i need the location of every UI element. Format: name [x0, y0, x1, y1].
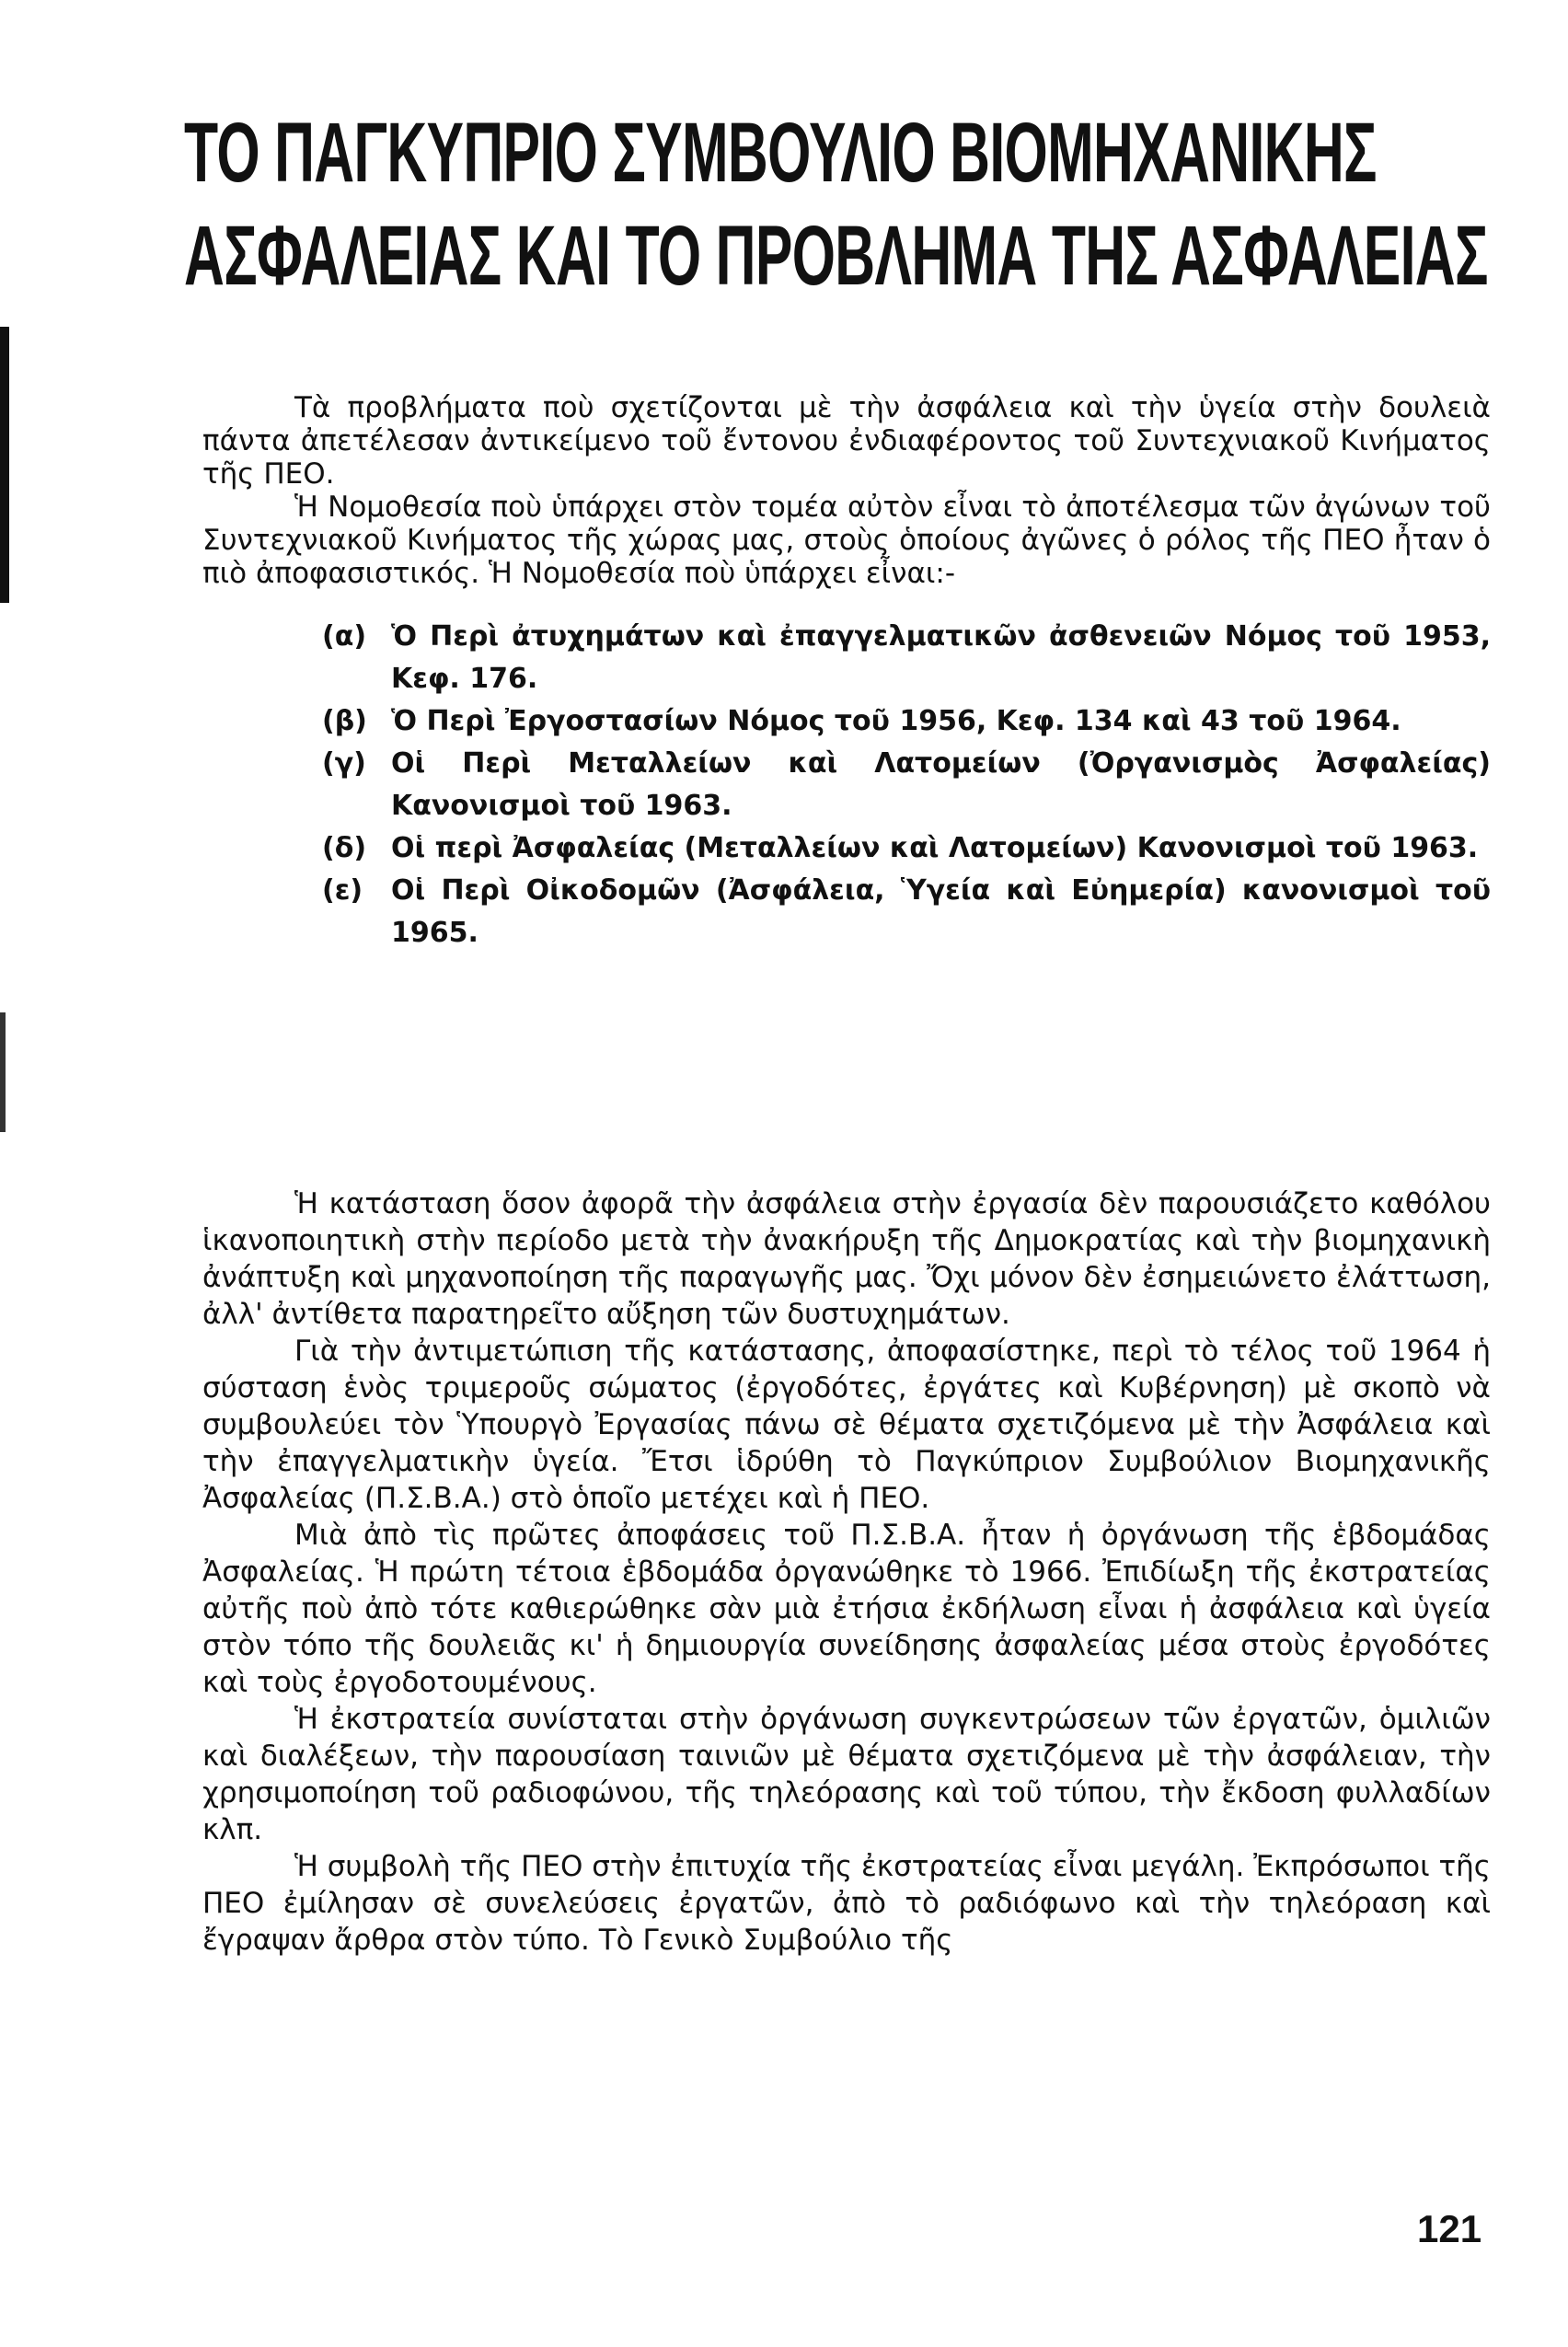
law-text: Ὁ Περὶ ἀτυχημάτων καὶ ἐπαγγελματικῶν ἀσθενειῶν Νόμος τοῦ 1953, Κεφ. 176.	[391, 620, 1491, 695]
list-item	[322, 827, 1491, 870]
intro-section	[202, 391, 1491, 991]
intro-paragraph-1: Τὰ προβλήματα ποὺ σχετίζονται μὲ τὴν ἀσφάλεια καὶ τὴν ὑγεία στὴν δουλειὰ πάντα ἀπετέλεσαν ἀντικείμενο τοῦ ἔντονου ἐνδιαφέροντος τοῦ Συντεχνιακοῦ Κινήματος τῆς ΠΕΟ.	[202, 391, 1491, 491]
body-paragraph-1: Ἡ κατάσταση ὅσον ἀφορᾶ τὴν ἀσφάλεια στὴν ἐργασία δὲν παρουσιάζετο καθόλου ἱκανοποιητικὴ στὴν περίοδο μετὰ τὴν ἀνακήρυξη τῆς Δημοκρατίας καὶ τὴν βιομηχανικὴ ἀνάπτυξη καὶ μηχανοποίηση τῆς παραγωγῆς μας. Ὄχι μόνον δὲν ἐσημειώνετο ἐλάττωση, ἀλλ' ἀντίθετα παρατηρεῖτο αὔξηση τῶν δυστυχημάτων.	[202, 1187, 1491, 1331]
scan-edge-mark	[0, 327, 9, 603]
law-label: (α)	[322, 620, 367, 653]
list-item	[322, 616, 1491, 700]
laws-list	[202, 616, 1491, 954]
law-text: Οἱ Περὶ Μεταλλείων καὶ Λατομείων (Ὀργανισμὸς Ἀσφαλείας) Κανονισμοὶ τοῦ 1963.	[391, 747, 1491, 822]
intro-paragraph-2: Ἡ Νομοθεσία ποὺ ὑπάρχει στὸν τομέα αὐτὸν εἶναι τὸ ἀποτέλεσμα τῶν ἀγώνων τοῦ Συντεχνιακοῦ Κινήματος τῆς χώρας μας, στοὺς ὁποίους ἀγῶνες ὁ ρόλος τῆς ΠΕΟ ἦταν ὁ πιὸ ἀποφασιστικός. Ἡ Νομοθεσία ποὺ ὑπάρχει εἶναι:-	[202, 491, 1491, 590]
body-paragraph-3: Μιὰ ἀπὸ τὶς πρῶτες ἀποφάσεις τοῦ Π.Σ.Β.Α. ἦταν ἡ ὀργάνωση τῆς ἑβδομάδας Ἀσφαλείας. Ἡ πρώτη τέτοια ἑβδομάδα ὀργανώθηκε τὸ 1966. Ἐπιδίωξη τῆς ἐκστρατείας αὐτῆς ποὺ ἀπὸ τότε καθιερώθηκε σὰν μιὰ ἐτήσια ἐκδήλωση εἶναι ἡ ἀσφάλεια καὶ ὑγεία στὸν τόπο τῆς δουλειᾶς κι' ἡ δημιουργία συνείδησης ἀσφαλείας μέσα στοὺς ἐργοδότες καὶ τοὺς ἐργοδοτουμένους.	[202, 1519, 1491, 1699]
law-text: Ὁ Περὶ Ἐργοστασίων Νόμος τοῦ 1956, Κεφ. 134 καὶ 43 τοῦ 1964.	[391, 705, 1401, 737]
law-text: Οἱ Περὶ Οἰκοδομῶν (Ἀσφάλεια, Ὑγεία καὶ Εὐημερία) κανονισμοὶ τοῦ 1965.	[391, 874, 1491, 949]
page-number: 121	[1417, 2207, 1482, 2250]
body-paragraph-5: Ἡ συμβολὴ τῆς ΠΕΟ στὴν ἐπιτυχία τῆς ἐκστρατείας εἶναι μεγάλη. Ἐκπρόσωποι τῆς ΠΕΟ ἐμίλησαν σὲ συνελεύσεις ἐργατῶν, ἀπὸ τὸ ραδιόφωνο καὶ τὴν τηλεόραση καὶ ἔγραψαν ἄρθρα στὸν τύπο. Τὸ Γενικὸ Συμβούλιο τῆς	[202, 1850, 1491, 1957]
body-paragraph-4: Ἡ ἐκστρατεία συνίσταται στὴν ὀργάνωση συγκεντρώσεων τῶν ἐργατῶν, ὁμιλιῶν καὶ διαλέξεων, τὴν παρουσίαση ταινιῶν μὲ θέματα σχετιζόμενα μὲ τὴν ἀσφάλειαν, τὴν χρησιμοποίηση τοῦ ραδιοφώνου, τῆς τηλεόρασης καὶ τοῦ τύπου, τὴν ἔκδοση φυλλαδίων κλπ.	[202, 1703, 1491, 1846]
body-section	[202, 1185, 1491, 1959]
law-label: (δ)	[322, 832, 367, 864]
body-paragraph-2: Γιὰ τὴν ἀντιμετώπιση τῆς κατάστασης, ἀποφασίστηκε, περὶ τὸ τέλος τοῦ 1964 ἡ σύσταση ἑνὸς τριμεροῦς σώματος (ἐργοδότες, ἐργάτες καὶ Κυβέρνηση) μὲ σκοπὸ νὰ συμβουλεύει τὸν Ὑπουργὸ Ἐργασίας πάνω σὲ θέματα σχετιζόμενα μὲ τὴν Ἀσφάλεια καὶ τὴν ἐπαγγελματικὴν ὑγεία. Ἔτσι ἱδρύθη τὸ Παγκύπριον Συμβούλιον Βιομηχανικῆς Ἀσφαλείας (Π.Σ.Β.Α.) στὸ ὁποῖο μετέχει καὶ ἡ ΠΕΟ.	[202, 1335, 1491, 1515]
page-title	[184, 101, 1488, 307]
list-item	[322, 743, 1491, 827]
title-line-1: ΤΟ ΠΑΓΚΥΠΡΙΟ ΣΥΜΒΟΥΛΙΟ ΒΙΟΜΗΧΑΝΙΚΗΣ	[184, 106, 1377, 200]
law-label: (β)	[322, 705, 367, 737]
law-label: (γ)	[322, 747, 366, 780]
list-item	[322, 870, 1491, 954]
law-text: Οἱ περὶ Ἀσφαλείας (Μεταλλείων καὶ Λατομείων) Κανονισμοὶ τοῦ 1963.	[391, 832, 1479, 864]
list-item	[322, 700, 1491, 743]
scan-edge-mark-lower	[0, 1012, 6, 1132]
law-label: (ε)	[322, 874, 363, 907]
title-line-2: ΑΣΦΑΛΕΙΑΣ ΚΑΙ ΤΟ ΠΡΟΒΛΗΜΑ ΤΗΣ ΑΣΦΑΛΕΙΑΣ	[184, 209, 1488, 303]
